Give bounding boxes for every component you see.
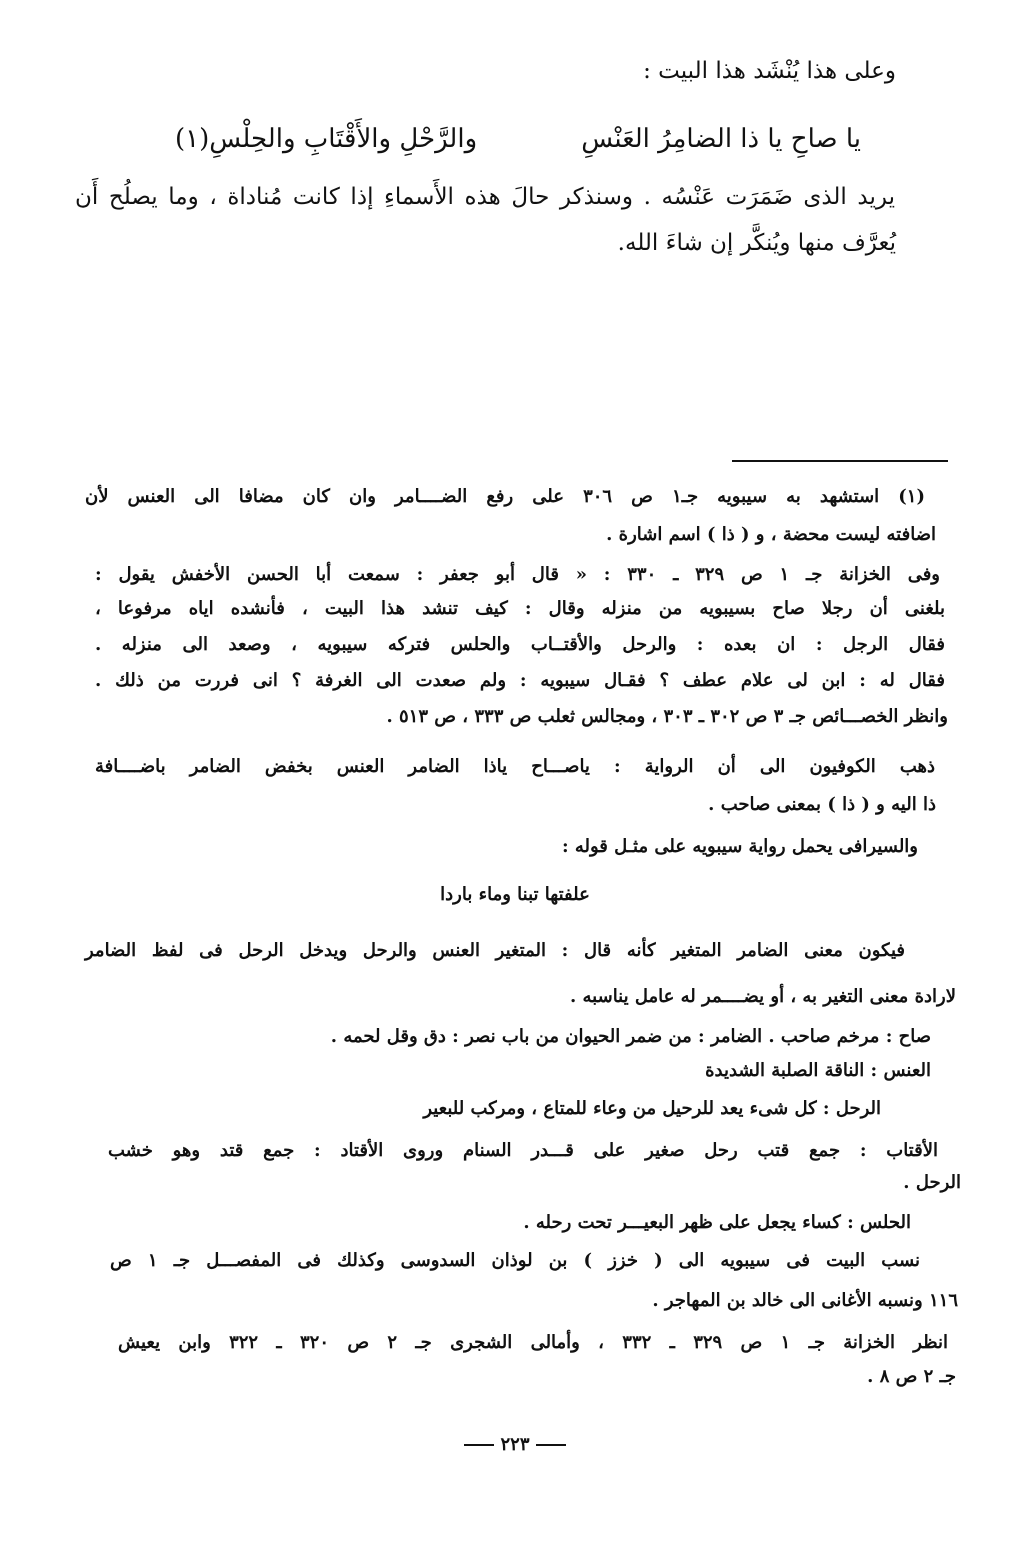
footnote-line: الأقتاب : جمع قتب رحل صغير على قـــدر السنام وروى الأقتاد : جمع قتد وهو خشب — [108, 1140, 938, 1161]
footnote-line: والسيرافى يحمل رواية سيبويه على مثـل قوله : — [561, 836, 918, 857]
page-number-dash — [464, 1444, 494, 1446]
footnote-line: انظر الخزانة جـ ١ ص ٣٢٩ ـ ٣٣٢ ، وأمالى الشجرى جـ ٢ ص ٣٢٠ ـ ٣٢٢ وابن يعيش — [118, 1332, 948, 1353]
footnote-line: الحلس : كساء يجعل على ظهر البعيـــر تحت رحله . — [523, 1212, 911, 1233]
page-number-dash — [536, 1444, 566, 1446]
footnote-line: العنس : الناقة الصلبة الشديدة — [705, 1060, 931, 1081]
verse-first-hemistich: يا صاحِ يا ذا الضامِرُ العَنْسِ — [581, 124, 861, 154]
paragraph-line-2: يُعرَّف منها ويُنكَّر إن شاءَ الله. — [617, 230, 896, 256]
footnote-line: نسب البيت فى سيبويه الى ( خزز ) بن لوذان السدوسى وكذلك فى المفصـــل جـ ١ ص — [110, 1250, 921, 1271]
footnote-line: ١١٦ ونسبه الأغانى الى خالد بن المهاجر . — [652, 1290, 958, 1311]
footnote-line: اضافته ليست محضة ، و ( ذا ) اسم اشارة . — [606, 524, 936, 545]
footnote-line: (١) استشهد به سيبويه جـ١ ص ٣٠٦ على رفع الضــــامر وان كان مضافا الى العنس لأن — [85, 486, 925, 507]
footnote-line: الرحل . — [903, 1172, 961, 1193]
footnote-separator — [732, 460, 948, 462]
footnote-line: فيكون معنى الضامر المتغير كأنه قال : المتغير العنس والرحل ويدخل الرحل فى لفظ الضامر — [85, 940, 905, 961]
footnote-line: فقال الرجل : ان بعده : والرحل والأقتــاب والحلس فتركه سيبويه ، وصعد الى منزله . — [95, 634, 945, 655]
verse-second-hemistich: والرَّحْلِ والأَقْتَابِ والحِلْسِ(١) — [175, 124, 478, 154]
footnote-line: الرحل : كل شىء يعد للرحيل من وعاء للمتاع ، ومركب للبعير — [423, 1098, 881, 1119]
footnote-line: وانظر الخصـــائص جـ ٣ ص ٣٠٢ ـ ٣٠٣ ، ومجالس ثعلب ص ٣٣٣ ، ص ٥١٣ . — [386, 706, 948, 727]
intro-line: وعلى هذا يُنْشَد هذا البيت : — [643, 58, 896, 84]
footnote-line: ذا اليه و ( ذا ) بمعنى صاحب . — [708, 794, 936, 815]
paragraph-line-1: يريد الذى ضَمَرَت عَنْسُه . وسنذكر حالَ هذه الأَسماءِ إذا كانت مُناداة ، وما يصلُح أَن — [75, 184, 895, 210]
footnote-line: وفى الخزانة جـ ١ ص ٣٢٩ ـ ٣٣٠ : « قال أبو جعفر : سمعت أبا الحسن الأخفش يقول : — [95, 564, 940, 585]
footnote-line: ذهب الكوفيون الى أن الرواية : ياصـــاح ياذا الضامر العنس بخفض الضامر باضــــافة — [95, 756, 935, 777]
footnote-line: جـ ٢ ص ٨ . — [867, 1366, 956, 1387]
page-number — [430, 1434, 600, 1455]
footnote-line: فقال له : ابن لى علام عطف ؟ فقـال سيبويه : ولم صعدت الى الغرفة ؟ انى فررت من ذلك . — [95, 670, 945, 691]
footnote-line: لارادة معنى التغير به ، أو يضــــمر له عامل يناسبه . — [570, 986, 956, 1007]
footnote-line: بلغنى أن رجلا صاح بسيبويه من منزله وقال : كيف تنشد هذا البيت ، فأنشده اياه مرفوعا ، — [95, 598, 945, 619]
page-number-value: ٢٢٣ — [500, 1434, 530, 1455]
footnote-line: صاح : مرخم صاحب . الضامر : من ضمر الحيوان من باب نصر : دق وقل لحمه . — [330, 1026, 931, 1047]
quoted-verse: علفتها تبنا وماء باردا — [440, 884, 590, 905]
